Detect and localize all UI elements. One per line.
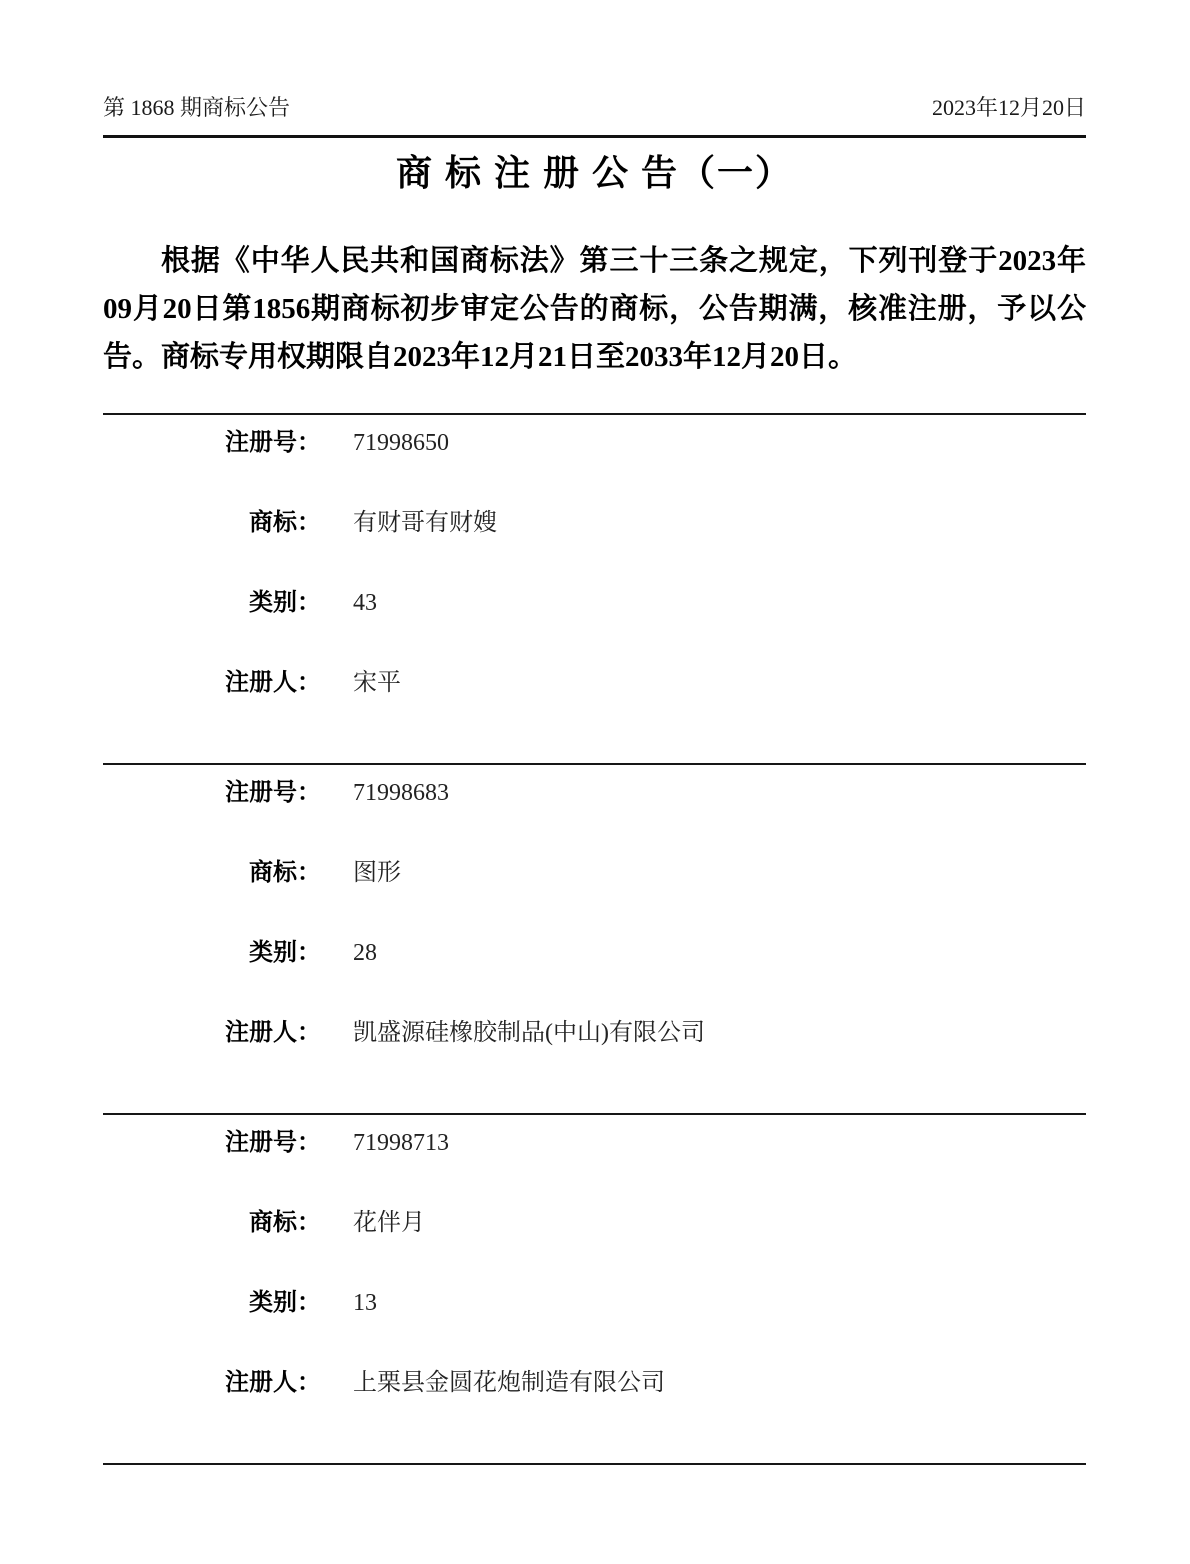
field-label-trademark: 商标： [249, 860, 321, 886]
record-row-trademark [103, 858, 1086, 938]
field-value-registrant: 上栗县金圆花炮制造有限公司 [353, 1370, 665, 1396]
field-value-trademark: 花伴月 [353, 1210, 425, 1236]
field-value-reg-no: 71998650 [353, 430, 449, 456]
intro-paragraph: 根据《中华人民共和国商标法》第三十三条之规定，下列刊登于2023年09月20日第1856期商标初步审定公告的商标，公告期满，核准注册，予以公告。商标专用权期限自2023年12月21日至2033年12月20日。 [103, 245, 1086, 373]
field-value-category: 43 [353, 590, 377, 616]
records-section [103, 413, 1086, 1465]
record-row-reg-no [103, 778, 1086, 858]
record-row-category [103, 588, 1086, 668]
record-row-reg-no [103, 1128, 1086, 1208]
field-label-category: 类别： [249, 940, 321, 966]
field-label-registrant: 注册人： [225, 1370, 321, 1396]
header-date-label: 2023年12月20日 [931, 95, 1086, 120]
field-label-reg-no: 注册号： [225, 780, 321, 806]
running-header [103, 96, 1086, 120]
field-label-registrant: 注册人： [225, 670, 321, 696]
record [103, 1115, 1086, 1463]
field-label-trademark: 商标： [249, 1210, 321, 1236]
field-label-registrant: 注册人： [225, 1020, 321, 1046]
record-row-registrant [103, 1018, 1086, 1098]
record [103, 765, 1086, 1113]
field-value-registrant: 凯盛源硅橡胶制品(中山)有限公司 [353, 1020, 705, 1046]
field-value-registrant: 宋平 [353, 670, 401, 696]
page-title: 商 标 注 册 公 告（一） [395, 153, 793, 193]
record-row-trademark [103, 508, 1086, 588]
field-value-trademark: 有财哥有财嫂 [353, 510, 497, 536]
field-label-reg-no: 注册号： [225, 430, 321, 456]
field-label-reg-no: 注册号： [225, 1130, 321, 1156]
field-value-trademark: 图形 [353, 860, 401, 886]
record-row-registrant [103, 668, 1086, 748]
record-row-category [103, 938, 1086, 1018]
field-value-category: 13 [353, 1290, 377, 1316]
record-row-reg-no [103, 428, 1086, 508]
record-divider [103, 1463, 1086, 1465]
record-row-category [103, 1288, 1086, 1368]
header-issue-label: 第 1868 期商标公告 [103, 95, 291, 120]
field-value-reg-no: 71998683 [353, 780, 449, 806]
field-label-category: 类别： [249, 590, 321, 616]
header-rule [103, 135, 1086, 138]
field-label-trademark: 商标： [249, 510, 321, 536]
record-row-registrant [103, 1368, 1086, 1448]
field-value-reg-no: 71998713 [353, 1130, 449, 1156]
field-label-category: 类别： [249, 1290, 321, 1316]
record-row-trademark [103, 1208, 1086, 1288]
record [103, 415, 1086, 763]
field-value-category: 28 [353, 940, 377, 966]
